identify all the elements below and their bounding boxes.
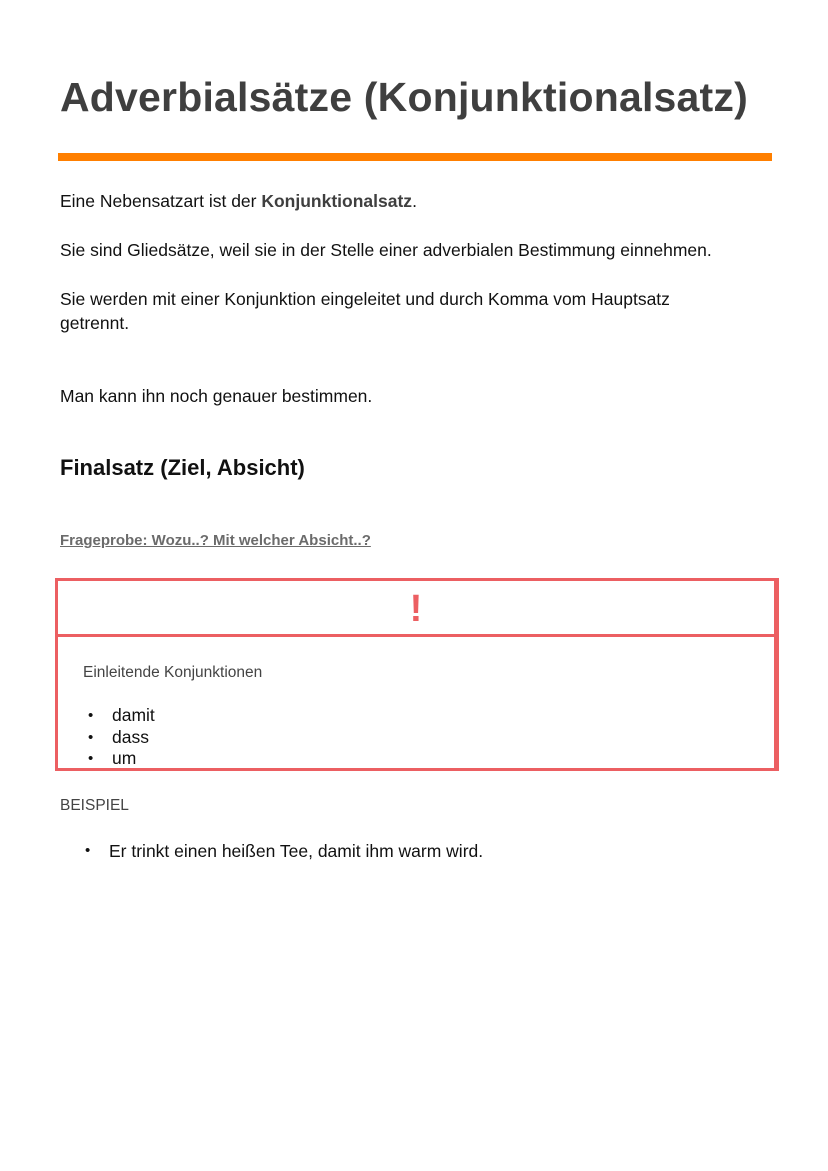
intro-prefix: Eine Nebensatzart ist der [60, 191, 262, 211]
example-text: Er trinkt einen heißen Tee, damit ihm warm wird. [109, 841, 484, 861]
warning-box [55, 578, 779, 771]
intro-suffix: . [412, 191, 417, 211]
list-item [85, 705, 155, 727]
warning-label: Einleitende Konjunktionen [83, 664, 263, 681]
list-item [82, 839, 483, 863]
bullet-icon: • [88, 750, 94, 767]
paragraph-gliedsaetze: Sie sind Gliedsätze, weil sie in der Stelle einer adverbialen Bestimmung einnehmen. [60, 240, 712, 260]
example-list [82, 839, 483, 863]
warning-header [58, 581, 774, 637]
conjunction-text: dass [112, 726, 149, 747]
conjunction-list [85, 705, 155, 770]
intro-paragraph [60, 189, 417, 213]
bullet-icon: • [88, 707, 94, 724]
section-heading: Finalsatz (Ziel, Absicht) [60, 455, 305, 480]
question-probe: Frageprobe: Wozu..? Mit welcher Absicht..? [60, 532, 371, 549]
bullet-icon: • [85, 842, 91, 859]
list-item [85, 727, 155, 749]
paragraph-konjunktion: Sie werden mit einer Konjunktion eingeleitet und durch Komma vom Hauptsatz getrennt. [60, 289, 670, 333]
paragraph-bestimmen: Man kann ihn noch genauer bestimmen. [60, 386, 373, 406]
page-title: Adverbialsätze (Konjunktionalsatz) [60, 74, 748, 120]
intro-term: Konjunktionalsatz [261, 191, 413, 211]
example-label: BEISPIEL [60, 797, 129, 814]
conjunction-text: um [112, 748, 137, 768]
bullet-icon: • [88, 728, 94, 746]
exclamation-icon: ! [409, 588, 423, 630]
title-divider [58, 153, 772, 161]
list-item [85, 748, 155, 770]
conjunction-text: damit [112, 705, 155, 725]
